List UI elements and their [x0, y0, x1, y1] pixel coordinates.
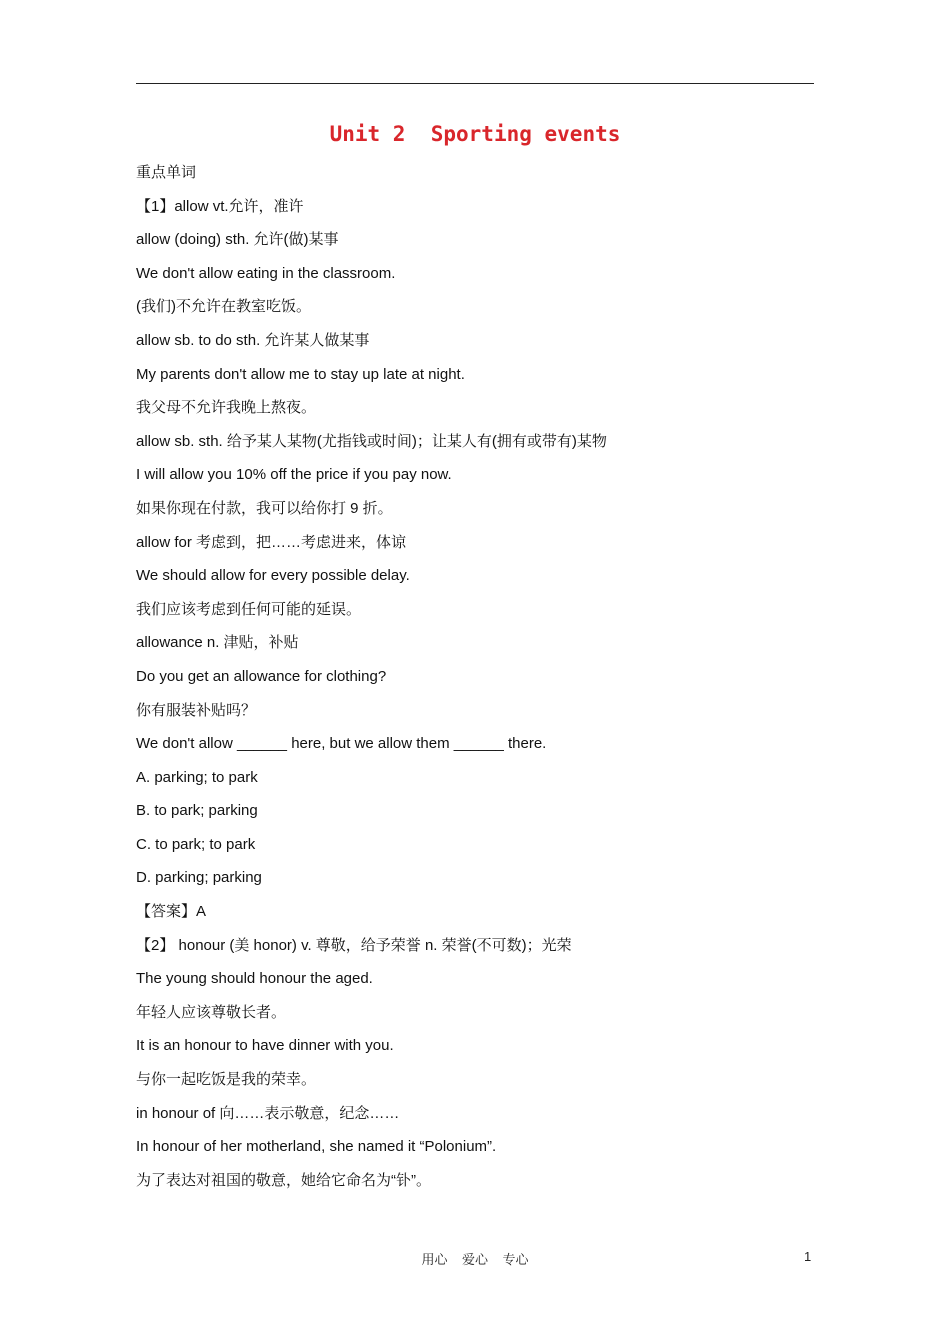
- text-line: in honour of 向……表示敬意，纪念……: [136, 1104, 400, 1122]
- text-line: 【2】 honour (美 honor) v. 尊敬，给予荣誉 n. 荣誉(不可数)；光荣: [136, 936, 572, 954]
- text-line: I will allow you 10% off the price if you pay now.: [136, 466, 452, 484]
- text-line: (我们)不允许在教室吃饭。: [136, 298, 311, 316]
- text-line: It is an honour to have dinner with you.: [136, 1037, 394, 1055]
- option-a: A. parking; to park: [136, 768, 258, 786]
- text-line: My parents don't allow me to stay up late at night.: [136, 365, 465, 383]
- text-line: In honour of her motherland, she named it “Polonium”.: [136, 1138, 497, 1156]
- text-line: We don't allow eating in the classroom.: [136, 264, 396, 282]
- text-line: allow for 考虑到，把……考虑进来，体谅: [136, 533, 407, 551]
- text-line: 你有服装补贴吗？: [136, 701, 257, 719]
- option-b: B. to park; parking: [136, 802, 258, 820]
- page-number: 1: [804, 1249, 812, 1264]
- answer-line: 【答案】A: [136, 903, 207, 921]
- text-line: allow sb. sth. 给予某人某物(尤指钱或时间)；让某人有(拥有或带有)某物: [136, 432, 607, 450]
- text-line: 【1】allow vt.允许，准许: [136, 197, 304, 215]
- header-rule: [136, 83, 814, 84]
- page-footer: 用心 爱心 专心: [421, 1252, 529, 1267]
- question-line: We don't allow ______ here, but we allow them ______ there.: [136, 735, 547, 753]
- text-line: allow sb. to do sth. 允许某人做某事: [136, 331, 370, 349]
- text-line: allowance n. 津贴，补贴: [136, 634, 299, 652]
- text-line: 我父母不允许我晚上熬夜。: [136, 399, 317, 417]
- document-body: [136, 160, 826, 1201]
- text-line: 与你一起吃饭是我的荣幸。: [136, 1071, 317, 1089]
- text-line: The young should honour the aged.: [136, 970, 373, 988]
- text-line: 为了表达对祖国的敬意，她给它命名为“钋”。: [136, 1171, 431, 1189]
- text-line: allow (doing) sth. 允许(做)某事: [136, 231, 339, 249]
- option-c: C. to park; to park: [136, 835, 256, 853]
- page-title: Unit 2 Sporting events: [329, 122, 621, 146]
- text-line: We should allow for every possible delay.: [136, 567, 410, 585]
- text-line: 如果你现在付款，我可以给你打 9 折。: [136, 499, 393, 517]
- text-line: 年轻人应该尊敬长者。: [136, 1003, 287, 1021]
- option-d: D. parking; parking: [136, 869, 262, 887]
- text-line: Do you get an allowance for clothing?: [136, 667, 387, 685]
- text-line: 重点单词: [136, 164, 197, 181]
- text-line: 我们应该考虑到任何可能的延误。: [136, 600, 362, 618]
